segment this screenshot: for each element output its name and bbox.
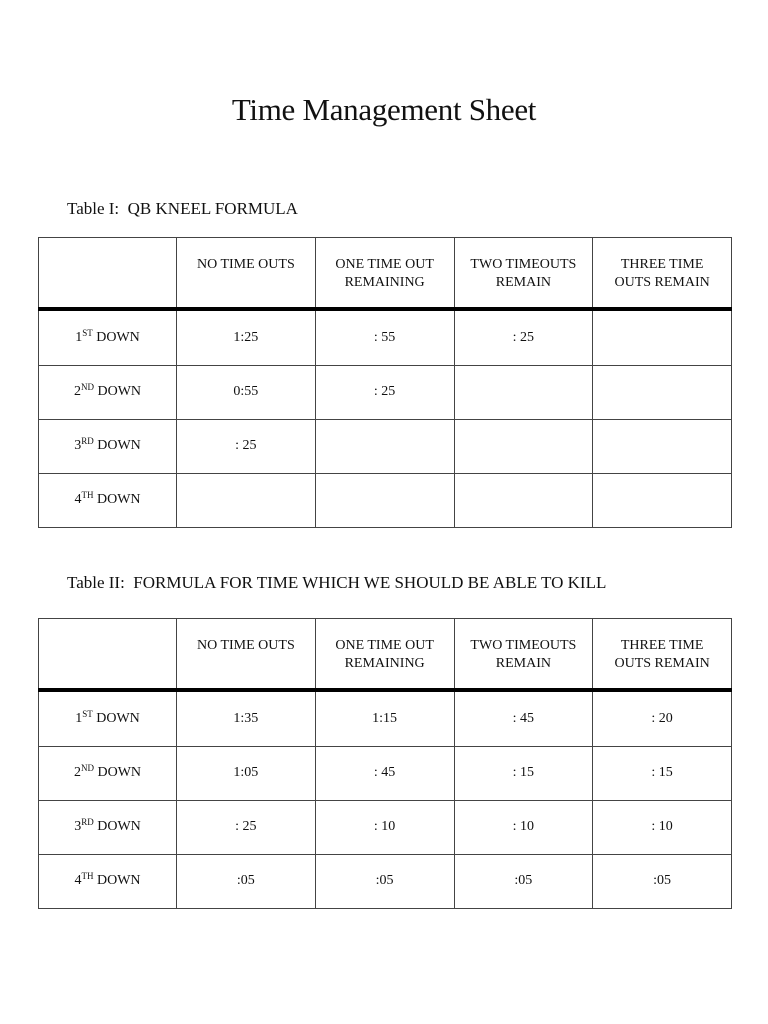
table-cell: 1:15	[315, 690, 454, 747]
header-row	[39, 238, 732, 309]
header-cell-three-time-outs	[593, 619, 732, 690]
table-cell	[593, 365, 732, 419]
down-word: DOWN	[93, 384, 142, 399]
header-label: ONE TIME OUT REMAINING	[335, 638, 434, 671]
down-ordinal-suffix: TH	[81, 490, 94, 500]
header-label: TWO TIMEOUTS REMAIN	[470, 257, 577, 290]
table-cell: : 25	[454, 309, 593, 366]
down-label-cell	[39, 309, 177, 366]
down-number: 3	[74, 819, 82, 834]
down-ordinal-suffix: ND	[80, 763, 94, 773]
table-cell: : 55	[315, 309, 454, 366]
down-label-cell	[39, 746, 177, 800]
table-cell: 0:55	[177, 365, 316, 419]
down-word: DOWN	[93, 438, 141, 453]
table-cell: : 20	[593, 690, 732, 747]
table-cell	[593, 309, 732, 366]
table-row-1st-down	[39, 690, 732, 747]
table-row-3rd-down	[39, 419, 732, 473]
qb-kneel-formula-table	[38, 237, 732, 528]
header-label: TWO TIMEOUTS REMAIN	[470, 638, 577, 671]
table-cell	[177, 473, 316, 527]
table-row-4th-down	[39, 473, 732, 527]
table-row-3rd-down	[39, 800, 732, 854]
table-cell: :05	[454, 854, 593, 908]
table-row-2nd-down	[39, 365, 732, 419]
table-cell	[454, 419, 593, 473]
table-cell	[315, 419, 454, 473]
down-label-cell	[39, 419, 177, 473]
table-cell: :05	[177, 854, 316, 908]
header-label: THREE TIME OUTS REMAIN	[614, 638, 710, 671]
down-number: 4	[74, 492, 82, 507]
table-cell: :05	[315, 854, 454, 908]
header-label: ONE TIME OUT REMAINING	[335, 257, 434, 290]
table-cell	[593, 419, 732, 473]
down-ordinal-suffix: ST	[82, 708, 93, 719]
header-label: NO TIME OUTS	[197, 638, 295, 653]
down-label-cell	[39, 365, 177, 419]
page-title: Time Management Sheet	[231, 92, 537, 127]
down-word: DOWN	[93, 819, 141, 834]
header-cell-two-timeouts	[454, 619, 593, 690]
table-cell	[454, 365, 593, 419]
table-cell: : 15	[454, 746, 593, 800]
down-number: 3	[74, 438, 82, 453]
down-word: DOWN	[93, 765, 142, 780]
table-cell: 1:25	[177, 309, 316, 366]
down-ordinal-suffix: TH	[81, 871, 94, 881]
down-number: 1	[75, 710, 83, 726]
down-number: 2	[73, 765, 81, 780]
header-label: THREE TIME OUTS REMAIN	[614, 257, 710, 290]
table-cell: 1:05	[177, 746, 316, 800]
down-label-cell	[39, 854, 177, 908]
down-ordinal-suffix: RD	[81, 436, 94, 446]
table-cell: : 45	[315, 746, 454, 800]
down-label-cell	[39, 800, 177, 854]
header-cell-one-time-out	[315, 619, 454, 690]
table-cell: : 10	[454, 800, 593, 854]
table-cell: : 25	[177, 800, 316, 854]
down-ordinal-suffix: RD	[81, 817, 94, 827]
table-cell: : 10	[315, 800, 454, 854]
table-cell: : 10	[593, 800, 732, 854]
down-ordinal-suffix: ST	[82, 327, 93, 338]
header-corner-cell	[39, 238, 177, 309]
header-cell-no-time-outs	[177, 238, 316, 309]
table-cell: : 25	[177, 419, 316, 473]
table-row-4th-down	[39, 854, 732, 908]
table-cell: : 25	[315, 365, 454, 419]
table-row-2nd-down	[39, 746, 732, 800]
table-2-caption: Table II: FORMULA FOR TIME WHICH WE SHOULD BE ABLE TO KILL	[67, 573, 607, 592]
table-cell: : 45	[454, 690, 593, 747]
down-label-cell	[39, 473, 177, 527]
down-number: 1	[75, 329, 83, 345]
header-cell-one-time-out	[315, 238, 454, 309]
header-cell-two-timeouts	[454, 238, 593, 309]
table-cell	[454, 473, 593, 527]
header-corner-cell	[39, 619, 177, 690]
down-word: DOWN	[93, 492, 141, 507]
header-cell-three-time-outs	[593, 238, 732, 309]
down-ordinal-suffix: ND	[80, 382, 94, 392]
down-word: DOWN	[92, 329, 140, 345]
time-to-kill-formula-table	[38, 618, 732, 909]
down-number: 4	[74, 873, 82, 888]
down-label-cell	[39, 690, 177, 747]
header-label: NO TIME OUTS	[197, 257, 295, 272]
down-word: DOWN	[93, 873, 141, 888]
down-number: 2	[73, 384, 81, 399]
header-cell-no-time-outs	[177, 619, 316, 690]
table-cell	[315, 473, 454, 527]
table-row-1st-down	[39, 309, 732, 366]
table-cell: : 15	[593, 746, 732, 800]
table-cell: :05	[593, 854, 732, 908]
header-row	[39, 619, 732, 690]
table-cell: 1:35	[177, 690, 316, 747]
table-cell	[593, 473, 732, 527]
table-1-caption: Table I: QB KNEEL FORMULA	[67, 199, 298, 218]
down-word: DOWN	[92, 710, 140, 726]
